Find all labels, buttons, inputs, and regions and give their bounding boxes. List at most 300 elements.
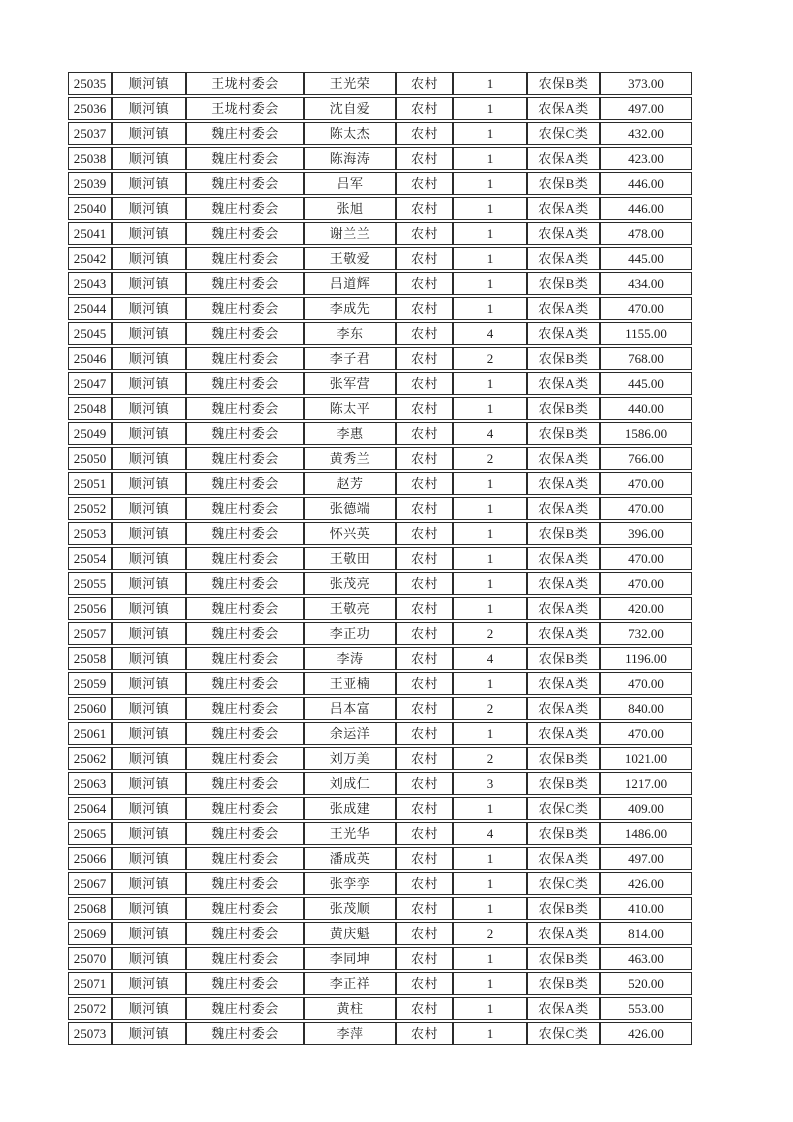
table-cell: 农村 bbox=[396, 772, 453, 795]
table-cell: 1 bbox=[453, 972, 527, 995]
table-cell: 顺河镇 bbox=[112, 672, 186, 695]
table-cell: 顺河镇 bbox=[112, 322, 186, 345]
table-cell: 魏庄村委会 bbox=[186, 197, 304, 220]
table-cell: 李正功 bbox=[304, 622, 396, 645]
table-cell: 25047 bbox=[68, 372, 112, 395]
table-cell: 魏庄村委会 bbox=[186, 522, 304, 545]
table-cell: 25056 bbox=[68, 597, 112, 620]
table-cell: 农保A类 bbox=[527, 197, 600, 220]
table-cell: 25045 bbox=[68, 322, 112, 345]
table-cell: 魏庄村委会 bbox=[186, 772, 304, 795]
table-cell: 25066 bbox=[68, 847, 112, 870]
table-cell: 农村 bbox=[396, 822, 453, 845]
table-cell: 497.00 bbox=[600, 847, 692, 870]
table-cell: 魏庄村委会 bbox=[186, 347, 304, 370]
table-row bbox=[68, 347, 692, 370]
table-cell: 农村 bbox=[396, 697, 453, 720]
table-row bbox=[68, 322, 692, 345]
table-cell: 25039 bbox=[68, 172, 112, 195]
table-cell: 农村 bbox=[396, 347, 453, 370]
table-cell: 470.00 bbox=[600, 497, 692, 520]
table-cell: 黄柱 bbox=[304, 997, 396, 1020]
table-cell: 农保A类 bbox=[527, 572, 600, 595]
table-cell: 768.00 bbox=[600, 347, 692, 370]
table-row bbox=[68, 922, 692, 945]
table-cell: 25040 bbox=[68, 197, 112, 220]
table-cell: 25061 bbox=[68, 722, 112, 745]
table-cell: 顺河镇 bbox=[112, 1022, 186, 1045]
table-cell: 魏庄村委会 bbox=[186, 997, 304, 1020]
table-cell: 顺河镇 bbox=[112, 972, 186, 995]
table-cell: 1 bbox=[453, 897, 527, 920]
table-cell: 顺河镇 bbox=[112, 547, 186, 570]
table-row bbox=[68, 972, 692, 995]
table-cell: 顺河镇 bbox=[112, 897, 186, 920]
table-cell: 农保B类 bbox=[527, 822, 600, 845]
table-cell: 农村 bbox=[396, 547, 453, 570]
table-row bbox=[68, 422, 692, 445]
table-cell: 25067 bbox=[68, 872, 112, 895]
table-cell: 1 bbox=[453, 472, 527, 495]
table-cell: 顺河镇 bbox=[112, 822, 186, 845]
table-cell: 顺河镇 bbox=[112, 122, 186, 145]
table-cell: 魏庄村委会 bbox=[186, 397, 304, 420]
table-cell: 农保B类 bbox=[527, 522, 600, 545]
table-cell: 王光荣 bbox=[304, 72, 396, 95]
table-row bbox=[68, 947, 692, 970]
table-cell: 农保A类 bbox=[527, 697, 600, 720]
table-cell: 25065 bbox=[68, 822, 112, 845]
table-cell: 魏庄村委会 bbox=[186, 622, 304, 645]
table-cell: 魏庄村委会 bbox=[186, 897, 304, 920]
table-cell: 1 bbox=[453, 522, 527, 545]
table-cell: 25062 bbox=[68, 747, 112, 770]
table-cell: 农村 bbox=[396, 397, 453, 420]
table-cell: 农保A类 bbox=[527, 922, 600, 945]
table-cell: 李萍 bbox=[304, 1022, 396, 1045]
table-cell: 顺河镇 bbox=[112, 647, 186, 670]
table-cell: 426.00 bbox=[600, 1022, 692, 1045]
table-cell: 李正祥 bbox=[304, 972, 396, 995]
table-cell: 农村 bbox=[396, 597, 453, 620]
table-cell: 李成先 bbox=[304, 297, 396, 320]
table-cell: 顺河镇 bbox=[112, 597, 186, 620]
table-cell: 农村 bbox=[396, 1022, 453, 1045]
table-cell: 魏庄村委会 bbox=[186, 672, 304, 695]
table-cell: 25052 bbox=[68, 497, 112, 520]
table-cell: 2 bbox=[453, 747, 527, 770]
table-cell: 农保C类 bbox=[527, 122, 600, 145]
table-cell: 1 bbox=[453, 847, 527, 870]
table-cell: 张成建 bbox=[304, 797, 396, 820]
table-cell: 1 bbox=[453, 947, 527, 970]
table-cell: 王敬田 bbox=[304, 547, 396, 570]
table-cell: 农保A类 bbox=[527, 372, 600, 395]
table-cell: 张德端 bbox=[304, 497, 396, 520]
table-row bbox=[68, 872, 692, 895]
table-cell: 25049 bbox=[68, 422, 112, 445]
table-row bbox=[68, 772, 692, 795]
table-cell: 李东 bbox=[304, 322, 396, 345]
table-cell: 1 bbox=[453, 997, 527, 1020]
table-cell: 814.00 bbox=[600, 922, 692, 945]
table-cell: 432.00 bbox=[600, 122, 692, 145]
table-cell: 25038 bbox=[68, 147, 112, 170]
table-cell: 农村 bbox=[396, 972, 453, 995]
table-cell: 470.00 bbox=[600, 297, 692, 320]
table-cell: 470.00 bbox=[600, 722, 692, 745]
table-cell: 25069 bbox=[68, 922, 112, 945]
table-cell: 农村 bbox=[396, 747, 453, 770]
table-cell: 农保A类 bbox=[527, 597, 600, 620]
table-cell: 4 bbox=[453, 822, 527, 845]
table-cell: 李涛 bbox=[304, 647, 396, 670]
table-cell: 农保B类 bbox=[527, 72, 600, 95]
table-cell: 顺河镇 bbox=[112, 922, 186, 945]
table-cell: 1155.00 bbox=[600, 322, 692, 345]
table-cell: 4 bbox=[453, 422, 527, 445]
table-cell: 农村 bbox=[396, 122, 453, 145]
table-cell: 魏庄村委会 bbox=[186, 122, 304, 145]
table-cell: 25042 bbox=[68, 247, 112, 270]
table-cell: 1586.00 bbox=[600, 422, 692, 445]
table-cell: 25048 bbox=[68, 397, 112, 420]
table-cell: 魏庄村委会 bbox=[186, 972, 304, 995]
table-cell: 农保B类 bbox=[527, 747, 600, 770]
table-body bbox=[68, 72, 692, 1045]
table-cell: 王光华 bbox=[304, 822, 396, 845]
table-cell: 魏庄村委会 bbox=[186, 372, 304, 395]
table-cell: 25073 bbox=[68, 1022, 112, 1045]
table-cell: 25068 bbox=[68, 897, 112, 920]
table-cell: 农村 bbox=[396, 297, 453, 320]
table-cell: 农村 bbox=[396, 922, 453, 945]
table-cell: 农村 bbox=[396, 647, 453, 670]
table-cell: 25037 bbox=[68, 122, 112, 145]
table-cell: 农保C类 bbox=[527, 1022, 600, 1045]
table-cell: 农保B类 bbox=[527, 272, 600, 295]
table-row bbox=[68, 1022, 692, 1045]
table-cell: 农村 bbox=[396, 97, 453, 120]
table-cell: 魏庄村委会 bbox=[186, 147, 304, 170]
table-cell: 顺河镇 bbox=[112, 797, 186, 820]
table-cell: 426.00 bbox=[600, 872, 692, 895]
table-cell: 顺河镇 bbox=[112, 147, 186, 170]
table-cell: 王亚楠 bbox=[304, 672, 396, 695]
table-cell: 1 bbox=[453, 72, 527, 95]
table-cell: 4 bbox=[453, 322, 527, 345]
table-cell: 魏庄村委会 bbox=[186, 847, 304, 870]
table-row bbox=[68, 647, 692, 670]
table-cell: 农村 bbox=[396, 247, 453, 270]
table-cell: 农保A类 bbox=[527, 547, 600, 570]
table-cell: 470.00 bbox=[600, 672, 692, 695]
table-cell: 顺河镇 bbox=[112, 172, 186, 195]
table-cell: 520.00 bbox=[600, 972, 692, 995]
table-row bbox=[68, 897, 692, 920]
table-cell: 2 bbox=[453, 922, 527, 945]
table-cell: 农保A类 bbox=[527, 472, 600, 495]
table-cell: 顺河镇 bbox=[112, 372, 186, 395]
table-cell: 顺河镇 bbox=[112, 247, 186, 270]
table-cell: 农村 bbox=[396, 272, 453, 295]
table-cell: 农村 bbox=[396, 947, 453, 970]
table-cell: 张茂顺 bbox=[304, 897, 396, 920]
table-cell: 农村 bbox=[396, 72, 453, 95]
table-cell: 顺河镇 bbox=[112, 197, 186, 220]
table-cell: 463.00 bbox=[600, 947, 692, 970]
table-row bbox=[68, 572, 692, 595]
table-cell: 1 bbox=[453, 722, 527, 745]
table-cell: 魏庄村委会 bbox=[186, 447, 304, 470]
table-cell: 吕本富 bbox=[304, 697, 396, 720]
table-cell: 魏庄村委会 bbox=[186, 497, 304, 520]
table-cell: 3 bbox=[453, 772, 527, 795]
table-cell: 2 bbox=[453, 447, 527, 470]
table-cell: 1 bbox=[453, 497, 527, 520]
table-cell: 沈自爱 bbox=[304, 97, 396, 120]
table-cell: 1 bbox=[453, 597, 527, 620]
table-cell: 农保A类 bbox=[527, 497, 600, 520]
table-cell: 农保A类 bbox=[527, 447, 600, 470]
table-cell: 农村 bbox=[396, 497, 453, 520]
table-cell: 25041 bbox=[68, 222, 112, 245]
table-cell: 顺河镇 bbox=[112, 997, 186, 1020]
table-cell: 顺河镇 bbox=[112, 622, 186, 645]
table-cell: 刘成仁 bbox=[304, 772, 396, 795]
table-cell: 陈太杰 bbox=[304, 122, 396, 145]
table-cell: 顺河镇 bbox=[112, 847, 186, 870]
table-cell: 潘成英 bbox=[304, 847, 396, 870]
table-cell: 魏庄村委会 bbox=[186, 872, 304, 895]
table-cell: 25046 bbox=[68, 347, 112, 370]
table-cell: 1 bbox=[453, 547, 527, 570]
table-cell: 顺河镇 bbox=[112, 497, 186, 520]
table-cell: 农村 bbox=[396, 197, 453, 220]
table-cell: 魏庄村委会 bbox=[186, 547, 304, 570]
table-cell: 魏庄村委会 bbox=[186, 722, 304, 745]
table-cell: 魏庄村委会 bbox=[186, 272, 304, 295]
table-cell: 农村 bbox=[396, 222, 453, 245]
table-cell: 1 bbox=[453, 122, 527, 145]
table-cell: 1 bbox=[453, 197, 527, 220]
table-cell: 农保A类 bbox=[527, 297, 600, 320]
table-cell: 顺河镇 bbox=[112, 747, 186, 770]
table-cell: 25060 bbox=[68, 697, 112, 720]
table-cell: 553.00 bbox=[600, 997, 692, 1020]
table-cell: 470.00 bbox=[600, 572, 692, 595]
table-cell: 魏庄村委会 bbox=[186, 647, 304, 670]
table-cell: 373.00 bbox=[600, 72, 692, 95]
table-cell: 农保A类 bbox=[527, 97, 600, 120]
table-cell: 农村 bbox=[396, 522, 453, 545]
table-cell: 1 bbox=[453, 297, 527, 320]
table-cell: 农村 bbox=[396, 422, 453, 445]
table-cell: 农保A类 bbox=[527, 847, 600, 870]
table-cell: 410.00 bbox=[600, 897, 692, 920]
table-cell: 农保A类 bbox=[527, 322, 600, 345]
table-cell: 农村 bbox=[396, 172, 453, 195]
table-cell: 顺河镇 bbox=[112, 472, 186, 495]
table-cell: 农村 bbox=[396, 722, 453, 745]
table-cell: 顺河镇 bbox=[112, 947, 186, 970]
table-cell: 25057 bbox=[68, 622, 112, 645]
table-cell: 1 bbox=[453, 572, 527, 595]
table-cell: 25070 bbox=[68, 947, 112, 970]
table-cell: 423.00 bbox=[600, 147, 692, 170]
table-cell: 农保A类 bbox=[527, 672, 600, 695]
table-cell: 农保A类 bbox=[527, 222, 600, 245]
table-cell: 396.00 bbox=[600, 522, 692, 545]
table-cell: 25051 bbox=[68, 472, 112, 495]
table-cell: 顺河镇 bbox=[112, 222, 186, 245]
table-cell: 农保A类 bbox=[527, 722, 600, 745]
table-cell: 2 bbox=[453, 697, 527, 720]
table-row bbox=[68, 747, 692, 770]
table-cell: 魏庄村委会 bbox=[186, 472, 304, 495]
table-cell: 840.00 bbox=[600, 697, 692, 720]
table-cell: 魏庄村委会 bbox=[186, 947, 304, 970]
table-cell: 农村 bbox=[396, 322, 453, 345]
table-cell: 魏庄村委会 bbox=[186, 747, 304, 770]
table-cell: 顺河镇 bbox=[112, 572, 186, 595]
table-cell: 魏庄村委会 bbox=[186, 797, 304, 820]
table-cell: 魏庄村委会 bbox=[186, 422, 304, 445]
table-cell: 顺河镇 bbox=[112, 397, 186, 420]
table-cell: 魏庄村委会 bbox=[186, 297, 304, 320]
table-cell: 魏庄村委会 bbox=[186, 222, 304, 245]
table-cell: 余运洋 bbox=[304, 722, 396, 745]
table-cell: 497.00 bbox=[600, 97, 692, 120]
table-cell: 农保A类 bbox=[527, 997, 600, 1020]
table-cell: 农保B类 bbox=[527, 647, 600, 670]
table-cell: 王垅村委会 bbox=[186, 97, 304, 120]
table-cell: 顺河镇 bbox=[112, 522, 186, 545]
table-cell: 农保A类 bbox=[527, 147, 600, 170]
table-cell: 陈太平 bbox=[304, 397, 396, 420]
table-cell: 农村 bbox=[396, 622, 453, 645]
table-cell: 刘万美 bbox=[304, 747, 396, 770]
table-row bbox=[68, 247, 692, 270]
table-row bbox=[68, 372, 692, 395]
table-cell: 25043 bbox=[68, 272, 112, 295]
table-cell: 顺河镇 bbox=[112, 697, 186, 720]
table-row bbox=[68, 447, 692, 470]
table-cell: 农村 bbox=[396, 847, 453, 870]
table-cell: 470.00 bbox=[600, 547, 692, 570]
table-cell: 张茂亮 bbox=[304, 572, 396, 595]
table-cell: 李惠 bbox=[304, 422, 396, 445]
table-cell: 农村 bbox=[396, 872, 453, 895]
table-cell: 420.00 bbox=[600, 597, 692, 620]
pension-roster-table bbox=[68, 70, 692, 1047]
table-cell: 顺河镇 bbox=[112, 872, 186, 895]
table-cell: 王敬爱 bbox=[304, 247, 396, 270]
table-cell: 1217.00 bbox=[600, 772, 692, 795]
table-cell: 1 bbox=[453, 97, 527, 120]
table-cell: 农保B类 bbox=[527, 347, 600, 370]
table-cell: 25064 bbox=[68, 797, 112, 820]
table-cell: 顺河镇 bbox=[112, 422, 186, 445]
table-row bbox=[68, 797, 692, 820]
table-cell: 农村 bbox=[396, 997, 453, 1020]
table-cell: 1 bbox=[453, 797, 527, 820]
table-cell: 王敬亮 bbox=[304, 597, 396, 620]
table-cell: 25072 bbox=[68, 997, 112, 1020]
table-cell: 农保B类 bbox=[527, 897, 600, 920]
table-cell: 1 bbox=[453, 147, 527, 170]
table-cell: 446.00 bbox=[600, 172, 692, 195]
table-cell: 李子君 bbox=[304, 347, 396, 370]
table-cell: 农保C类 bbox=[527, 797, 600, 820]
table-cell: 农村 bbox=[396, 572, 453, 595]
table-row bbox=[68, 122, 692, 145]
table-cell: 1 bbox=[453, 372, 527, 395]
table-cell: 顺河镇 bbox=[112, 297, 186, 320]
table-cell: 张军营 bbox=[304, 372, 396, 395]
table-cell: 农保B类 bbox=[527, 972, 600, 995]
table-cell: 445.00 bbox=[600, 372, 692, 395]
table-cell: 顺河镇 bbox=[112, 772, 186, 795]
table-cell: 2 bbox=[453, 622, 527, 645]
table-cell: 农村 bbox=[396, 897, 453, 920]
table-cell: 顺河镇 bbox=[112, 272, 186, 295]
table-cell: 25063 bbox=[68, 772, 112, 795]
table-cell: 1196.00 bbox=[600, 647, 692, 670]
table-cell: 农保C类 bbox=[527, 872, 600, 895]
table-row bbox=[68, 197, 692, 220]
table-cell: 顺河镇 bbox=[112, 447, 186, 470]
table-row bbox=[68, 72, 692, 95]
table-cell: 25054 bbox=[68, 547, 112, 570]
table-cell: 魏庄村委会 bbox=[186, 1022, 304, 1045]
table-cell: 1 bbox=[453, 222, 527, 245]
table-cell: 李同坤 bbox=[304, 947, 396, 970]
table-cell: 顺河镇 bbox=[112, 347, 186, 370]
table-cell: 25058 bbox=[68, 647, 112, 670]
table-row bbox=[68, 847, 692, 870]
table-cell: 446.00 bbox=[600, 197, 692, 220]
table-row bbox=[68, 172, 692, 195]
table-row bbox=[68, 597, 692, 620]
table-cell: 张旭 bbox=[304, 197, 396, 220]
table-cell: 黄庆魁 bbox=[304, 922, 396, 945]
table-cell: 谢兰兰 bbox=[304, 222, 396, 245]
table-cell: 顺河镇 bbox=[112, 72, 186, 95]
table-cell: 农保B类 bbox=[527, 172, 600, 195]
table-cell: 1 bbox=[453, 397, 527, 420]
table-cell: 魏庄村委会 bbox=[186, 322, 304, 345]
table-row bbox=[68, 97, 692, 120]
table-cell: 农村 bbox=[396, 147, 453, 170]
table-cell: 吕军 bbox=[304, 172, 396, 195]
table-row bbox=[68, 622, 692, 645]
table-cell: 魏庄村委会 bbox=[186, 822, 304, 845]
table-cell: 魏庄村委会 bbox=[186, 922, 304, 945]
table-cell: 魏庄村委会 bbox=[186, 247, 304, 270]
table-row bbox=[68, 722, 692, 745]
table-cell: 农保B类 bbox=[527, 397, 600, 420]
table-cell: 农保A类 bbox=[527, 622, 600, 645]
table-cell: 1 bbox=[453, 172, 527, 195]
table-cell: 农村 bbox=[396, 797, 453, 820]
table-row bbox=[68, 672, 692, 695]
table-cell: 1021.00 bbox=[600, 747, 692, 770]
table-row bbox=[68, 697, 692, 720]
table-cell: 顺河镇 bbox=[112, 722, 186, 745]
table-row bbox=[68, 472, 692, 495]
table-cell: 农保B类 bbox=[527, 947, 600, 970]
